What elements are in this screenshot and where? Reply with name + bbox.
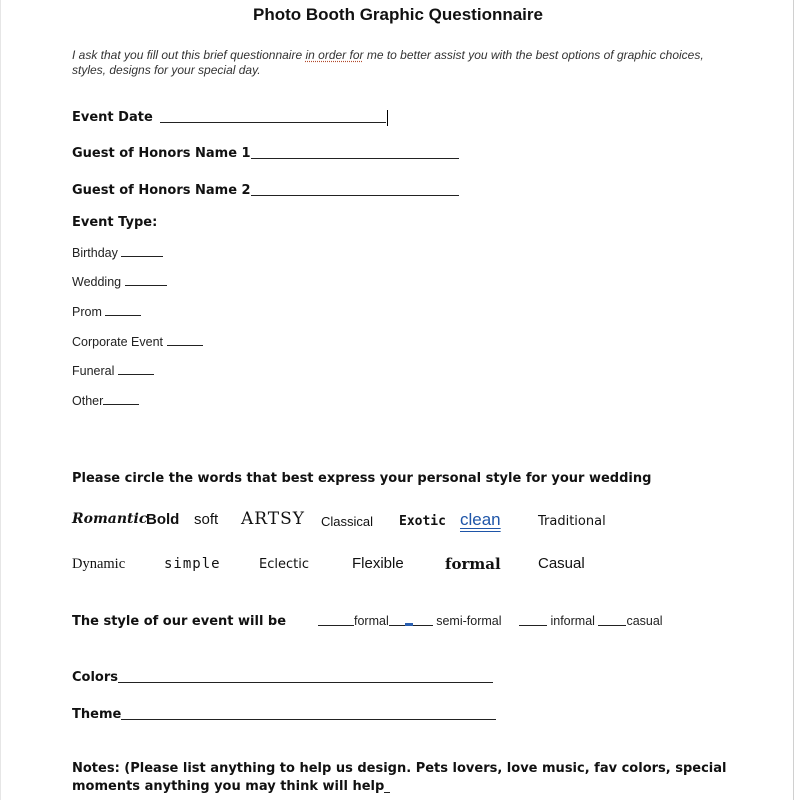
theme-row xyxy=(72,705,496,723)
style-word-formal[interactable]: formal xyxy=(445,555,501,573)
text-cursor xyxy=(387,110,388,126)
event-date-row xyxy=(72,108,388,126)
notes-paragraph xyxy=(72,760,752,796)
colors-row xyxy=(72,668,493,686)
event-style-casual: casual xyxy=(626,614,663,628)
event-type-blank[interactable] xyxy=(103,403,139,405)
event-type-label: Wedding xyxy=(72,275,122,289)
guest-name-1-input[interactable] xyxy=(251,157,459,159)
event-date-input[interactable] xyxy=(160,121,386,123)
event-type-corporate xyxy=(72,335,203,349)
event-type-blank[interactable] xyxy=(105,314,141,316)
event-type-blank[interactable] xyxy=(121,255,163,257)
event-style-label: The style of our event will be xyxy=(72,614,287,629)
event-type-label: Prom xyxy=(72,305,102,319)
guest-name-2-label: Guest of Honors Name 2 xyxy=(72,183,251,198)
event-type-blank[interactable] xyxy=(167,344,203,346)
document-title: Photo Booth Graphic Questionnaire xyxy=(253,5,543,24)
theme-label: Theme xyxy=(72,707,122,722)
style-word-classical[interactable]: Classical xyxy=(321,514,374,529)
event-type-label: Birthday xyxy=(72,246,118,260)
event-type-label: Other xyxy=(72,394,104,408)
selection-marker xyxy=(405,623,413,626)
guest-name-1-row xyxy=(72,144,459,162)
colors-label: Colors xyxy=(72,670,119,685)
guest-name-1-label: Guest of Honors Name 1 xyxy=(72,146,251,161)
event-style-formal: formal xyxy=(354,614,389,628)
guest-name-2-input[interactable] xyxy=(251,194,459,196)
event-type-heading: Event Type: xyxy=(72,215,158,230)
event-type-other xyxy=(72,394,139,408)
style-word-simple[interactable]: simple xyxy=(164,556,221,572)
style-word-clean[interactable]: clean xyxy=(460,510,501,529)
event-type-label: Corporate Event xyxy=(72,335,164,349)
style-word-traditional[interactable]: Traditional xyxy=(538,514,606,529)
event-type-label: Funeral xyxy=(72,364,115,378)
event-style-blank[interactable] xyxy=(519,624,547,626)
event-type-funeral xyxy=(72,364,154,378)
colors-input[interactable] xyxy=(118,681,493,683)
notes-input[interactable] xyxy=(384,791,390,793)
style-word-exotic[interactable]: Exotic xyxy=(399,514,446,529)
style-word-casual[interactable]: Casual xyxy=(538,555,585,572)
style-word-bold[interactable]: Bold xyxy=(146,511,180,528)
style-words-heading: Please circle the words that best express your personal style for your wedding xyxy=(72,471,652,486)
notes-text: Notes: (Please list anything to help us design. Pets lovers, love music, fav colors, special moments anything you may think will help xyxy=(72,761,727,794)
event-type-blank[interactable] xyxy=(118,373,154,375)
event-style-blank[interactable] xyxy=(318,624,354,626)
event-style-options xyxy=(318,614,663,628)
event-style-blank[interactable] xyxy=(413,624,433,626)
style-word-eclectic[interactable]: Eclectic xyxy=(259,557,309,572)
style-word-soft[interactable]: soft xyxy=(194,511,219,528)
event-type-birthday xyxy=(72,246,163,260)
intro-paragraph xyxy=(72,48,732,78)
style-word-dynamic[interactable]: Dynamic xyxy=(72,556,126,572)
style-word-romantic[interactable]: Romantic xyxy=(72,511,148,527)
event-date-label: Event Date xyxy=(72,110,153,125)
theme-input[interactable] xyxy=(121,718,496,720)
event-type-blank[interactable] xyxy=(125,284,167,286)
event-style-blank[interactable] xyxy=(598,624,626,626)
intro-text-start: I ask that you fill out this brief questionnaire xyxy=(72,48,306,62)
grammar-flagged-phrase[interactable]: in order for xyxy=(305,48,364,62)
event-type-prom xyxy=(72,305,141,319)
event-style-informal: informal xyxy=(550,614,595,628)
style-word-artsy[interactable]: ARTSY xyxy=(241,509,305,529)
event-style-blank[interactable] xyxy=(389,624,405,626)
event-type-wedding xyxy=(72,275,167,289)
event-style-semi-formal: semi-formal xyxy=(436,614,502,628)
style-word-flexible[interactable]: Flexible xyxy=(352,555,404,572)
intro-text-end: me to better assist you with the best options of graphic choices, styles, designs for your special day. xyxy=(72,48,704,77)
guest-name-2-row xyxy=(72,181,459,199)
